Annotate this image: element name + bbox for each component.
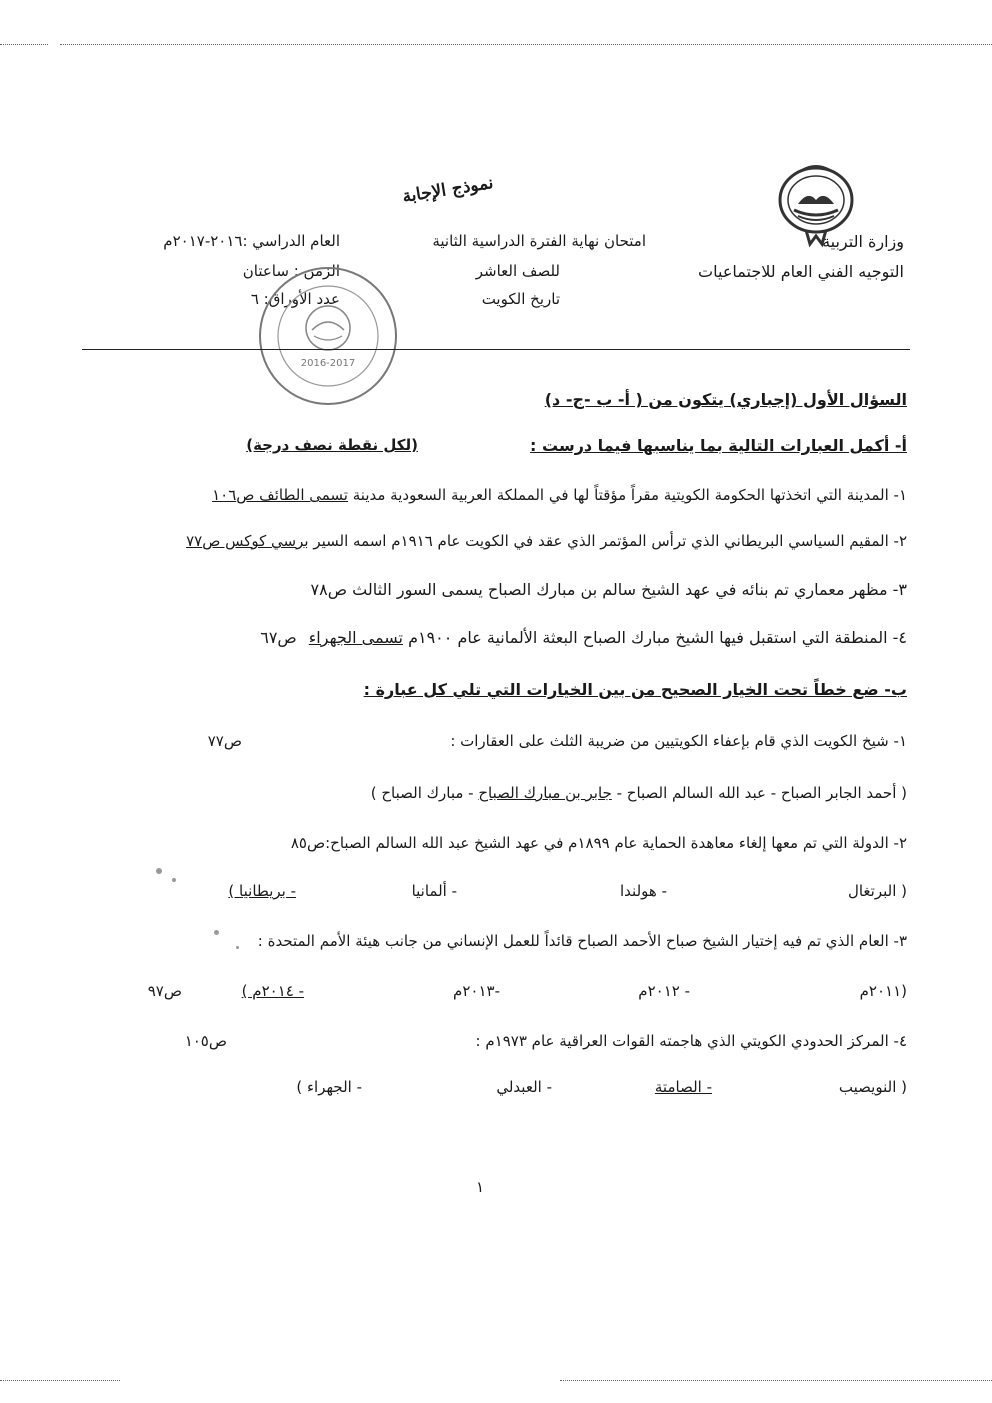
part-b-page-3: ص٩٧	[147, 982, 182, 1000]
model-answer-title: نموذج الإجابة	[401, 172, 495, 208]
header-divider	[82, 349, 910, 350]
part-a-item-4	[260, 628, 907, 647]
pages-count: عدد الأوراق: ٦	[250, 290, 340, 308]
part-a-item-3	[311, 580, 907, 599]
part-b-option-4-a: ( النويصيب	[838, 1078, 907, 1096]
part-b-option-3-c: -٢٠١٣م	[453, 982, 500, 1000]
item-answer: تسمى الجهراء	[308, 628, 403, 647]
part-b-page-4: ص١٠٥	[184, 1032, 227, 1050]
scan-speck	[172, 878, 176, 882]
top-dotted-border	[60, 44, 992, 45]
part-b-option-2-a: ( البرتغال	[847, 882, 907, 900]
stamp-year: 2016-2017	[300, 358, 356, 369]
page-number: ١	[476, 1178, 485, 1196]
part-b-option-4-c: - العبدلي	[496, 1078, 552, 1096]
ministry-name: وزارة التربية	[822, 232, 904, 251]
subject-label: تاريخ الكويت	[481, 290, 560, 308]
option-text: - مبارك الصباح )	[370, 784, 479, 802]
part-b-question-1: ١- شيخ الكويت الذي قام بإعفاء الكويتيين من ضريبة الثلث على العقارات :	[450, 732, 907, 750]
part-a-heading: أ- أكمل العبارات التالية بما يناسبها فيما درست :	[530, 436, 907, 455]
scan-speck	[236, 946, 239, 949]
item-answer: برسي كوكس ص٧٧	[186, 532, 309, 550]
exam-title: امتحان نهاية الفترة الدراسية الثانية	[432, 232, 646, 250]
part-a-item-2	[186, 532, 907, 550]
top-dotted-border-left	[0, 44, 48, 45]
grade-label: للصف العاشر	[475, 262, 560, 280]
item-page: ص٦٧	[260, 628, 297, 647]
correct-option: جابر بن مبارك الصباح	[478, 784, 612, 802]
scan-speck	[156, 868, 162, 874]
part-b-question-3: ٣- العام الذي تم فيه إختيار الشيخ صباح الأحمد الصباح قائداً للعمل الإنساني من جانب هيئة الأمم المتحدة :	[257, 932, 907, 950]
part-b-question-4: ٤- المركز الحدودي الكويتي الذي هاجمته القوات العراقية عام ١٩٧٣م :	[475, 1032, 907, 1050]
part-a-marks-note: (لكل نقطة نصف درجة)	[246, 436, 418, 454]
part-b-options-1	[371, 784, 907, 802]
part-b-option-4-b-correct: - الصامتة	[654, 1078, 712, 1096]
bottom-dotted-border-left	[0, 1380, 120, 1381]
option-text: ( أحمد الجابر الصباح - عبد الله السالم الصباح -	[611, 784, 907, 802]
scan-speck	[214, 930, 219, 935]
part-b-heading: ب- ضع خطاً تحت الخيار الصحيح من بين الخيارات التي تلي كل عبارة :	[363, 680, 907, 699]
school-stamp-icon	[254, 262, 402, 410]
item-answer: تسمى الطائف ص١٠٦	[212, 486, 348, 504]
part-b-option-2-b: - هولندا	[620, 882, 667, 900]
part-b-option-3-a: (٢٠١١م	[859, 982, 907, 1000]
item-text: ١- المدينة التي اتخذتها الحكومة الكويتية مقراً مؤقتاً لها في المملكة العربية السعودية مدينة	[347, 486, 907, 504]
part-b-option-2-d-correct: - بريطانيا )	[228, 882, 296, 900]
item-text: ٤- المنطقة التي استقبل فيها الشيخ مبارك الصباح البعثة الألمانية عام ١٩٠٠م	[402, 628, 907, 647]
bottom-dotted-border-right	[560, 1380, 992, 1381]
exam-duration: الزمن : ساعتان	[242, 262, 340, 280]
academic-year: العام الدراسي :٢٠١٦-٢٠١٧م	[163, 232, 340, 250]
part-a-item-1	[212, 486, 907, 504]
part-b-option-4-d: - الجهراء )	[296, 1078, 362, 1096]
part-b-option-3-d-correct: - ٢٠١٤م )	[241, 982, 304, 1000]
item-text: ٣- مظهر معماري تم بنائه في عهد الشيخ سالم بن مبارك الصباح يسمى السور الثالث ص٧٨	[310, 580, 907, 599]
part-b-question-2: ٢- الدولة التي تم معها إلغاء معاهدة الحماية عام ١٨٩٩م في عهد الشيخ عبد الله السالم الصباح:ص٨٥	[290, 834, 907, 852]
part-b-option-2-c: - ألمانيا	[411, 882, 457, 900]
item-text: ٢- المقيم السياسي البريطاني الذي ترأس المؤتمر الذي عقد في الكويت عام ١٩١٦م اسمه السير	[308, 532, 907, 550]
part-b-page-1: ص٧٧	[207, 732, 242, 750]
question-one-title: السؤال الأول (إجباري) يتكون من ( أ- ب -ج- د)	[544, 390, 907, 409]
part-b-option-3-b: - ٢٠١٢م	[638, 982, 690, 1000]
directorate-name: التوجيه الفني العام للاجتماعيات	[698, 262, 904, 281]
